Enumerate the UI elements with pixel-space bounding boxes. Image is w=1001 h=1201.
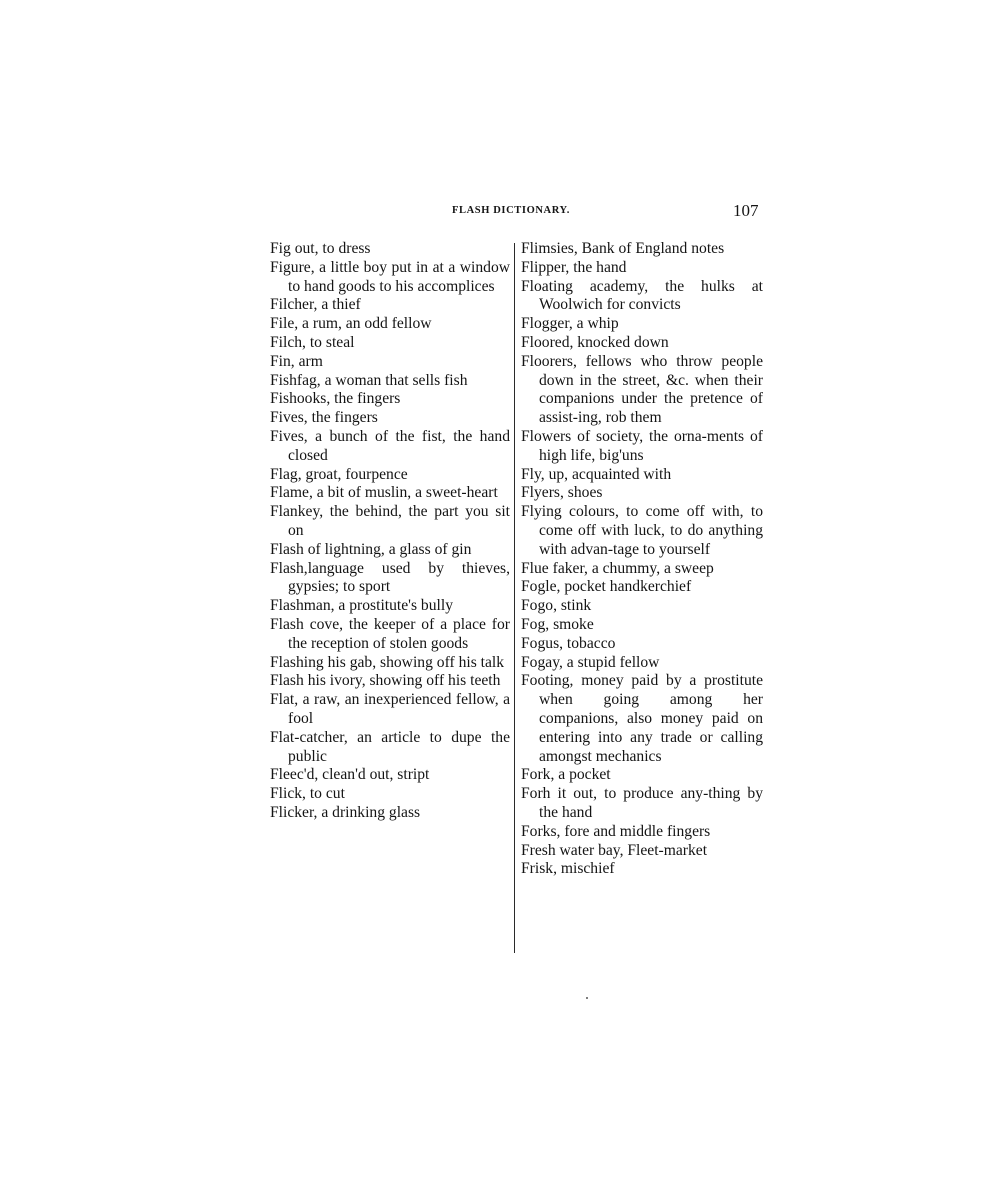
page-number: 107 (733, 201, 759, 220)
dictionary-entry: Floorers, fellows who throw people down in the street, &c. when their companions under the pretence of assist-ing, rob them (521, 352, 763, 427)
dictionary-entry: Flankey, the behind, the part you sit on (270, 503, 510, 539)
dictionary-entry: Flying colours, to come off with, to come off with luck, to do anything with advan-tage to yourself (521, 503, 763, 558)
dictionary-entry: Flicker, a drinking glass (270, 803, 421, 821)
dictionary-entry: Flipper, the hand (521, 258, 627, 276)
dictionary-entry: Fig out, to dress (270, 240, 371, 257)
left-column (270, 240, 510, 823)
dictionary-entry: Fin, arm (270, 352, 323, 370)
dictionary-entry: Flat, a raw, an inexperienced fellow, a fool (270, 691, 510, 727)
dictionary-entry: Fork, a pocket (521, 766, 611, 784)
dictionary-entry: Flash,language used by thieves, gypsies; to sport (270, 559, 510, 596)
dictionary-entry: Flame, a bit of muslin, a sweet-heart (270, 484, 498, 502)
dictionary-entry: Frisk, mischief (521, 860, 615, 878)
dictionary-entry: Flashman, a prostitute's bully (270, 597, 453, 615)
dictionary-entry: Flash of lightning, a glass of gin (270, 540, 472, 558)
dictionary-entry: Fogo, stink (521, 597, 592, 615)
dictionary-entry: Fishfag, a woman that sells fish (270, 371, 468, 389)
dictionary-entry: Fogay, a stupid fellow (521, 653, 660, 671)
dictionary-entry: File, a rum, an odd fellow (270, 315, 432, 333)
dictionary-entry: Fives, a bunch of the fist, the hand closed (270, 427, 510, 464)
dictionary-entry: Flag, groat, fourpence (270, 465, 408, 483)
dictionary-entry: Floored, knocked down (521, 333, 669, 351)
dictionary-entry: Fog, smoke (521, 615, 594, 633)
dictionary-entry: Floating academy, the hulks at Woolwich for convicts (521, 277, 763, 314)
dictionary-entry: Fives, the fingers (270, 409, 378, 427)
dictionary-entry: Flowers of society, the orna-ments of high life, big'uns (521, 427, 763, 464)
dictionary-entry: Filcher, a thief (270, 296, 361, 314)
dictionary-entry: Flyers, shoes (521, 484, 603, 502)
dictionary-entry: Fogus, tobacco (521, 634, 616, 652)
dictionary-entry: Footing, money paid by a prostitute when going among her companions, also money paid on entering into any trade or calling amongst mechanics (521, 672, 763, 765)
dictionary-entry: Flash cove, the keeper of a place for the reception of stolen goods (270, 615, 510, 652)
dictionary-entry: Fogle, pocket handkerchief (521, 578, 692, 596)
dictionary-entry: Flash his ivory, showing off his teeth (270, 672, 501, 690)
column-divider (514, 243, 515, 953)
dictionary-entry: Fishooks, the fingers (270, 390, 401, 408)
dictionary-entry: Fleec'd, clean'd out, stript (270, 766, 430, 784)
running-head: FLASH DICTIONARY. (452, 205, 570, 216)
dictionary-entry: Forh it out, to produce any-thing by the hand (521, 785, 763, 821)
dictionary-entry: Flick, to cut (270, 785, 345, 803)
dictionary-entry: Forks, fore and middle fingers (521, 822, 711, 840)
page-speck (586, 997, 588, 999)
dictionary-entry: Fly, up, acquainted with (521, 465, 672, 483)
dictionary-entry: Flashing his gab, showing off his talk (270, 653, 505, 671)
dictionary-entry: Flimsies, Bank of England notes (521, 240, 725, 257)
dictionary-entry: Flat-catcher, an article to dupe the public (270, 728, 510, 765)
dictionary-entry: Flue faker, a chummy, a sweep (521, 559, 714, 577)
dictionary-entry: Figure, a little boy put in at a window to hand goods to his accomplices (270, 258, 510, 295)
dictionary-entry: Filch, to steal (270, 333, 355, 351)
dictionary-entry: Fresh water bay, Fleet-market (521, 841, 708, 859)
right-column (521, 240, 763, 879)
dictionary-entry: Flogger, a whip (521, 315, 619, 333)
